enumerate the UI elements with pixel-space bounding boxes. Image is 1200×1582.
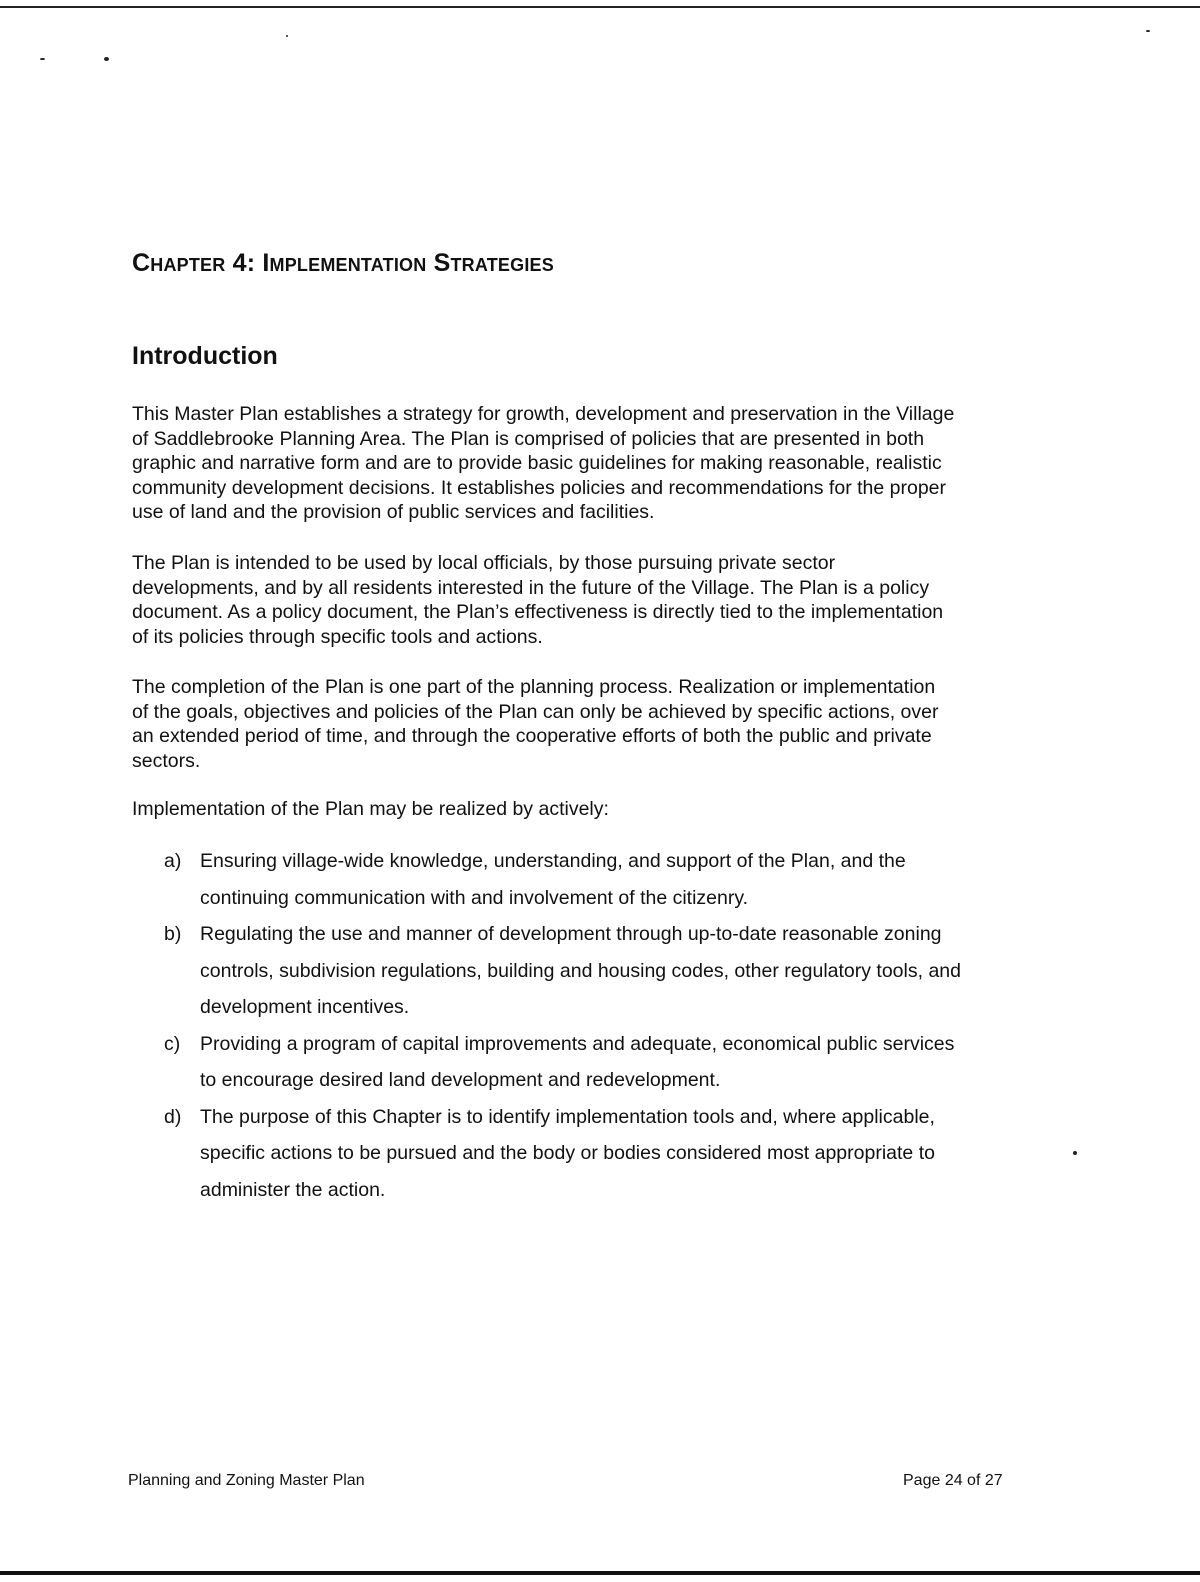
list-item-line: Regulating the use and manner of development through up-to-date reasonable zoning	[200, 923, 942, 945]
paragraph	[132, 675, 1072, 773]
list-item	[132, 843, 1072, 916]
list-item-line: The purpose of this Chapter is to identify implementation tools and, where applicable,	[200, 1105, 935, 1128]
scan-speck	[1146, 30, 1150, 32]
list-item-line: development incentives.	[200, 996, 410, 1018]
list-item-line: specific actions to be pursued and the body or bodies considered most appropriate to	[200, 1142, 935, 1164]
list-marker: d)	[164, 1105, 182, 1128]
scan-speck	[1073, 1151, 1077, 1155]
scan-speck	[286, 35, 288, 37]
paragraph-line: of Saddlebrooke Planning Area. The Plan is comprised of policies that are presented in both	[132, 427, 925, 450]
scan-speck	[104, 57, 109, 61]
paragraph-line: graphic and narrative form and are to provide basic guidelines for making reasonable, realistic	[132, 452, 942, 474]
chapter-title: Chapter 4: Implementation Strategies	[132, 249, 554, 277]
paragraph-line: of its policies through specific tools and actions.	[132, 625, 543, 648]
paragraph	[132, 797, 1072, 822]
footer-document-title: Planning and Zoning Master Plan	[128, 1472, 365, 1489]
list-item-line: to encourage desired land development and redevelopment.	[200, 1069, 721, 1091]
paragraph-line: This Master Plan establishes a strategy for growth, development and preservation in the Village	[132, 403, 955, 425]
scan-speck	[40, 58, 45, 60]
implementation-list	[132, 843, 1072, 1208]
top-rule	[0, 6, 1200, 8]
list-item-line: continuing communication with and involvement of the citizenry.	[200, 886, 749, 909]
list-item	[132, 916, 1072, 1026]
paragraph-line: The Plan is intended to be used by local officials, by those pursuing private sector	[132, 552, 836, 574]
section-heading: Introduction	[132, 342, 278, 370]
list-item	[132, 1026, 1072, 1099]
paragraph-line: sectors.	[132, 749, 201, 772]
list-item	[132, 1099, 1072, 1209]
paragraph-line: Implementation of the Plan may be realized by actively:	[132, 798, 609, 820]
paragraph-line: community development decisions. It establishes policies and recommendations for the proper	[132, 476, 947, 499]
paragraph	[132, 551, 1072, 649]
paragraph-line: The completion of the Plan is one part of the planning process. Realization or implementation	[132, 676, 936, 698]
paragraph-line: an extended period of time, and through the cooperative efforts of both the public and private	[132, 725, 932, 747]
list-item-line: Ensuring village-wide knowledge, understanding, and support of the Plan, and the	[200, 850, 906, 872]
list-item-line: administer the action.	[200, 1178, 386, 1201]
list-marker: c)	[164, 1032, 181, 1055]
footer-page-number: Page 24 of 27	[903, 1472, 1003, 1489]
list-item-text	[200, 916, 1072, 1026]
list-item-line: controls, subdivision regulations, building and housing codes, other regulatory tools, and	[200, 959, 961, 982]
paragraph-line: developments, and by all residents interested in the future of the Village. The Plan is a policy	[132, 576, 930, 599]
paragraph	[132, 402, 1072, 525]
list-item-text	[200, 1026, 1072, 1099]
list-marker: a)	[164, 850, 182, 872]
paragraph-line: use of land and the provision of public services and facilities.	[132, 501, 655, 523]
paragraph-line: of the goals, objectives and policies of the Plan can only be achieved by specific actions, over	[132, 700, 939, 723]
list-item-text	[200, 1099, 1072, 1209]
list-marker: b)	[164, 923, 182, 945]
list-item-text	[200, 843, 1072, 916]
list-item-line: Providing a program of capital improvements and adequate, economical public services	[200, 1032, 955, 1055]
paragraph-line: document. As a policy document, the Plan’s effectiveness is directly tied to the implementation	[132, 601, 944, 623]
bottom-rule	[0, 1571, 1200, 1575]
